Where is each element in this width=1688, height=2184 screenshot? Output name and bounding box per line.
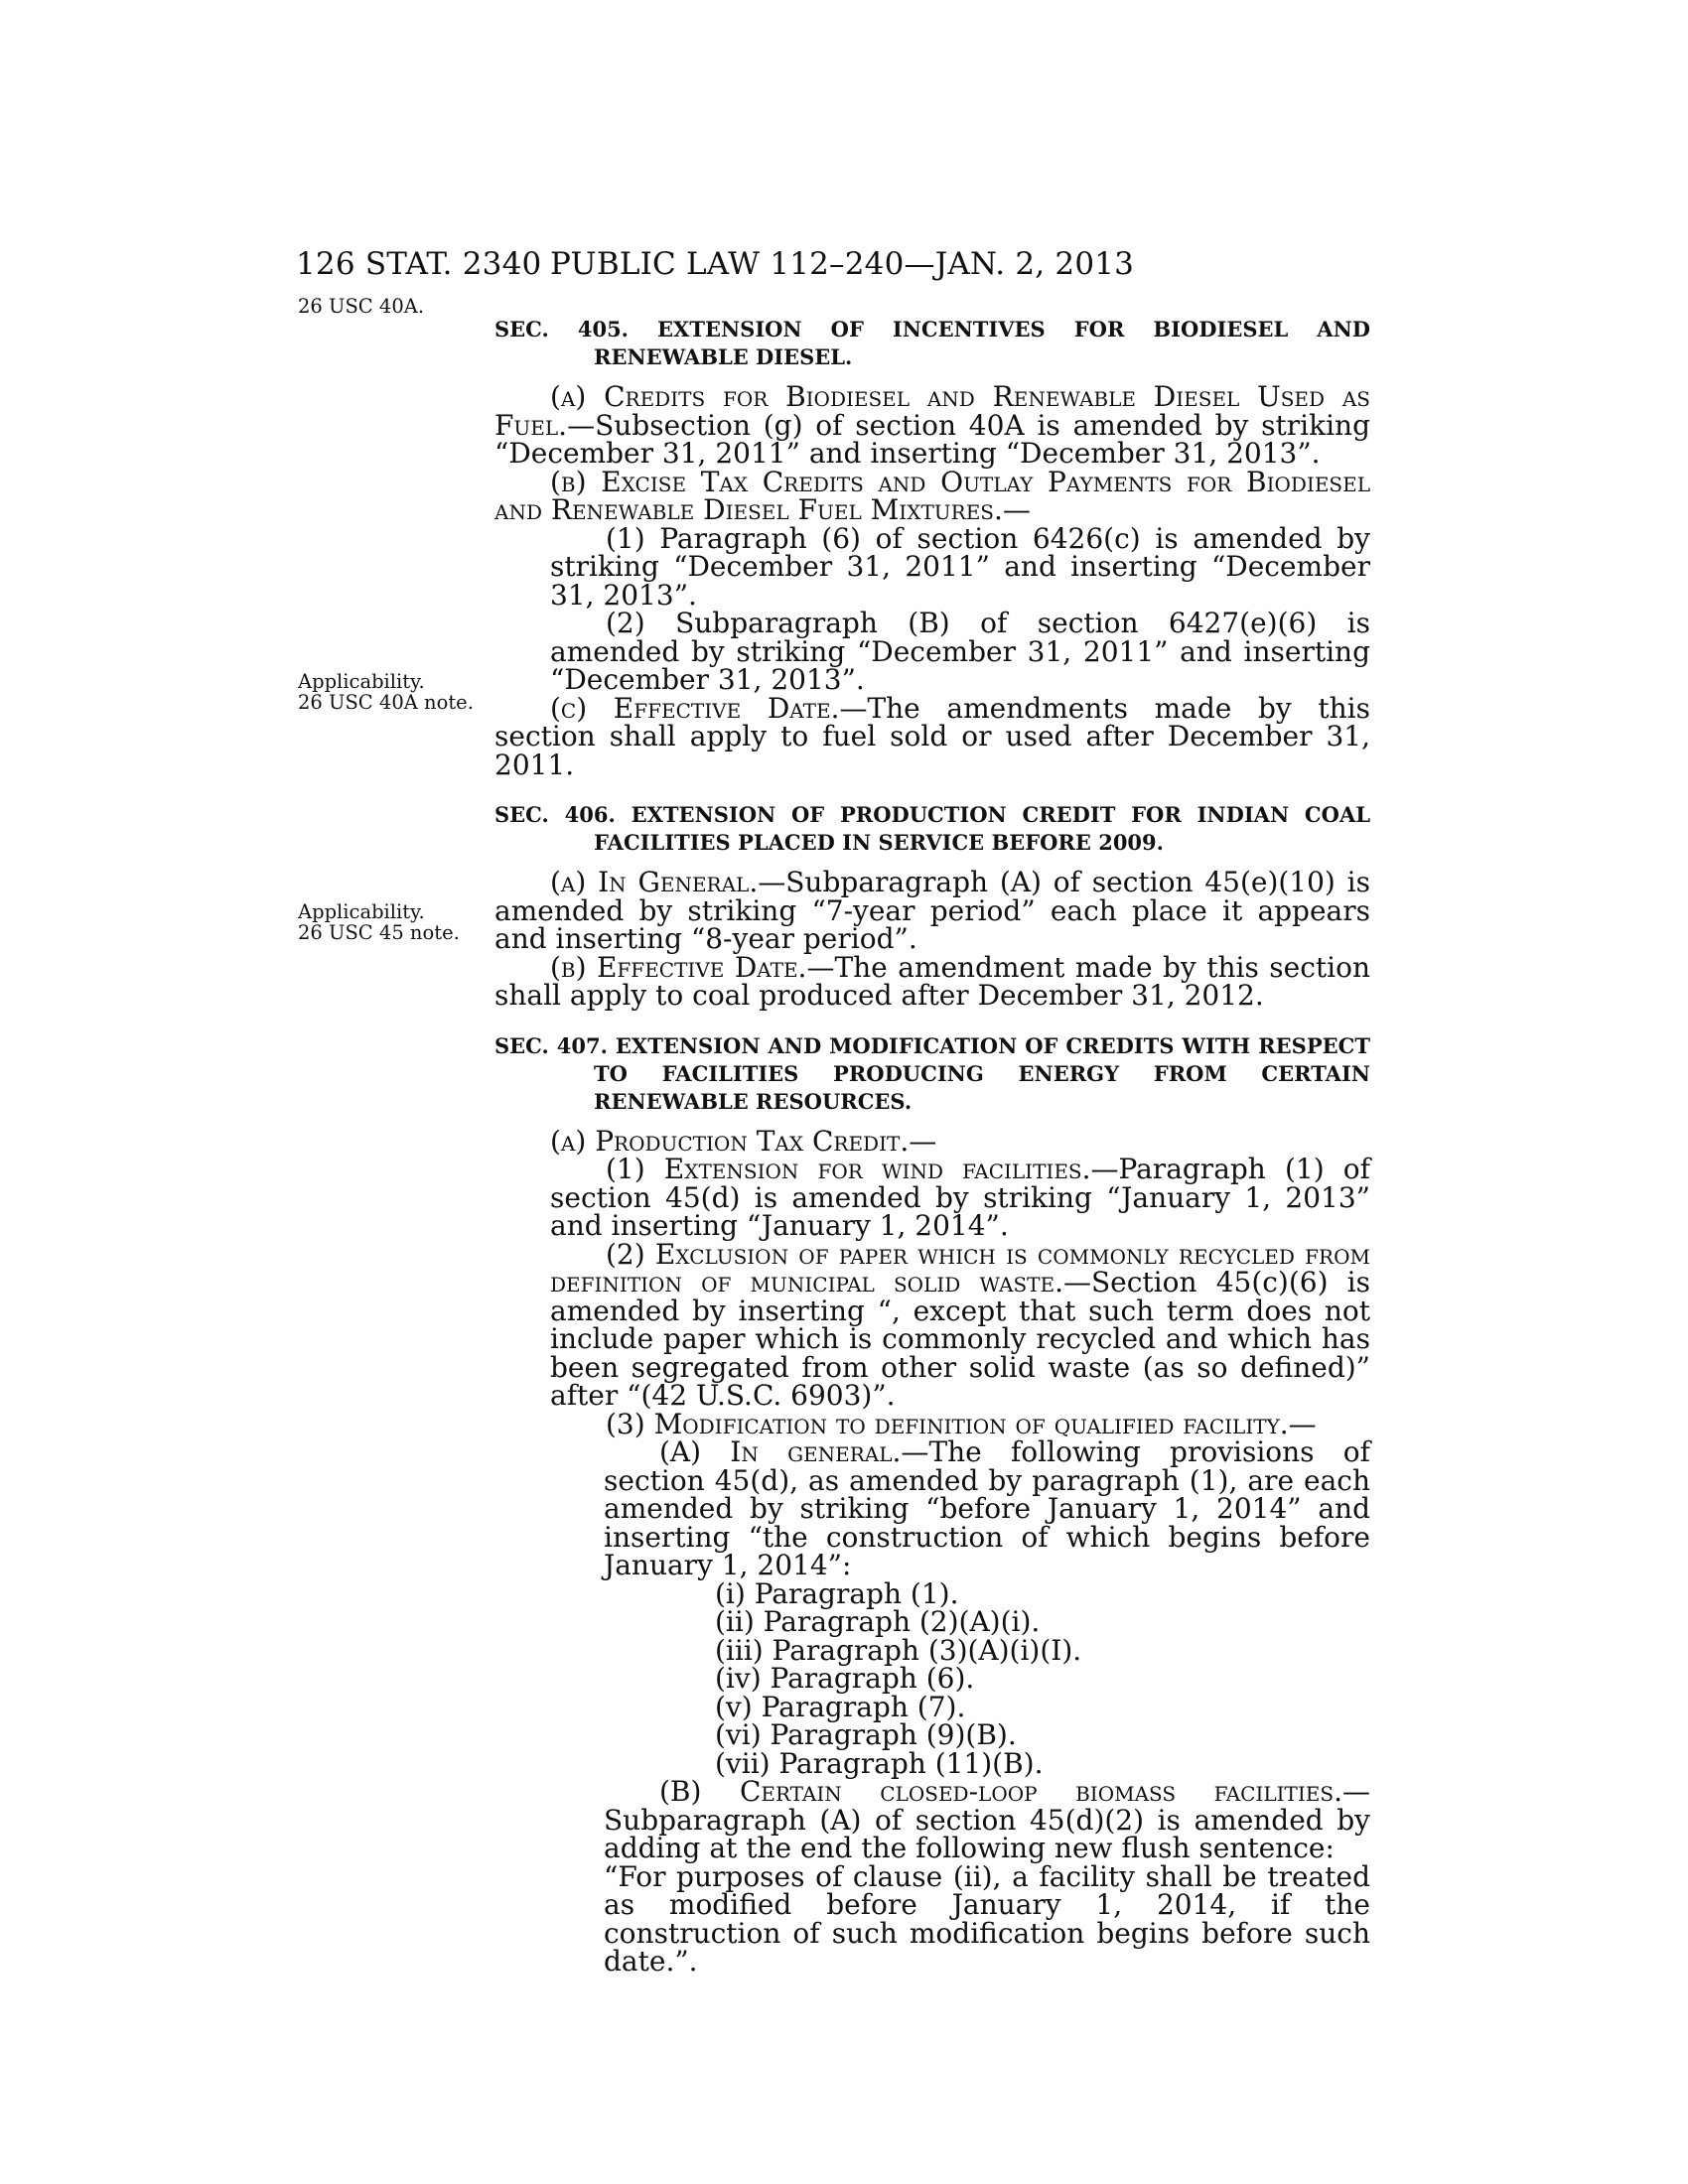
subsection-text: Subparagraph (A) of section 45(e)(10) is amended by striking “7-year period” each place it appears and inserting “8-year period”. bbox=[494, 866, 1370, 955]
margin-note-usc-45-note: 26 USC 45 note. bbox=[298, 921, 460, 944]
margin-note-applicability: Applicability. bbox=[298, 670, 425, 693]
margin-note-usc-40a-note: 26 USC 40A note. bbox=[298, 691, 474, 714]
subsection-heading: (c) Effective Date.— bbox=[550, 691, 868, 725]
clause-item: (v) Paragraph (7). bbox=[715, 1690, 966, 1723]
section-405-paragraph-2: (2) Subparagraph (B) of section 6427(e)(6) is amended by striking “December 31, 2011” and inserting “December 31, 2013”. bbox=[550, 607, 1370, 696]
subsection-text: The amendments made by this section shall apply to fuel sold or used after December 31, 2011. bbox=[494, 691, 1370, 781]
section-405-subsection-b bbox=[494, 465, 1370, 526]
subsection-heading: (a) In General.— bbox=[550, 866, 786, 898]
section-407-subparagraph-a bbox=[494, 1435, 1370, 1581]
public-law-title: PUBLIC LAW 112–240—JAN. 2, 2013 bbox=[550, 246, 1135, 282]
section-407-paragraph-3 bbox=[494, 1407, 1370, 1440]
section-407-subsection-a bbox=[494, 1124, 1370, 1158]
section-407-paragraph-1 bbox=[494, 1153, 1370, 1242]
subparagraph-heading: (A) In general.— bbox=[659, 1435, 929, 1468]
clause-item: (iii) Paragraph (3)(A)(i)(I). bbox=[715, 1633, 1082, 1667]
section-406-heading: SEC. 406. EXTENSION OF PRODUCTION CREDIT FOR INDIAN COAL FACILITIES PLACED IN SERVICE BEFORE 2009. bbox=[494, 802, 1370, 855]
subsection-heading: (a) Production Tax Credit.— bbox=[550, 1124, 937, 1158]
paragraph-text: Paragraph (1) of section 45(d) is amended by striking “January 1, 2013” and inserting “January 1, 2014”. bbox=[550, 1153, 1370, 1242]
clause-item: (ii) Paragraph (2)(A)(i). bbox=[715, 1605, 1041, 1638]
clause-item: (vii) Paragraph (11)(B). bbox=[715, 1746, 1044, 1780]
subsection-text: Subsection (g) of section 40A is amended by striking “December 31, 2011” and inserting “December 31, 2013”. bbox=[494, 408, 1370, 470]
subsection-heading: (a) Credits for Biodiesel and Renewable Diesel Used as Fuel.— bbox=[494, 380, 1370, 442]
section-407-paragraph-2 bbox=[494, 1237, 1370, 1412]
section-405-subsection-a bbox=[494, 380, 1370, 470]
clause-item: (i) Paragraph (1). bbox=[715, 1576, 959, 1610]
section-405-paragraph-1: (1) Paragraph (6) of section 6426(c) is amended by striking “December 31, 2011” and inserting “December 31, 2013”. bbox=[550, 521, 1370, 612]
paragraph-heading: (2) Exclusion of paper which is commonly recycled from definition of municipal solid waste.— bbox=[550, 1237, 1370, 1298]
subparagraph-heading: (B) Certain closed-loop biomass facilities.— bbox=[659, 1775, 1370, 1808]
flush-sentence-quote: “For purposes of clause (ii), a facility shall be treated as modified before January 1, 2014, if the construction of such modification begins before such date.”. bbox=[604, 1859, 1370, 1978]
paragraph-heading: (3) Modification to definition of qualified facility.— bbox=[606, 1407, 1317, 1440]
clause-item: (vi) Paragraph (9)(B). bbox=[715, 1718, 1017, 1751]
subsection-text: The amendment made by this section shall apply to coal produced after December 31, 2012. bbox=[494, 950, 1370, 1012]
clause-item: (iv) Paragraph (6). bbox=[715, 1662, 975, 1695]
section-406-subsection-a bbox=[494, 866, 1370, 955]
clause-list bbox=[494, 1576, 1370, 1780]
subsection-heading: (b) Excise Tax Credits and Outlay Payments for Biodiesel and Renewable Diesel Fuel Mixtures.— bbox=[494, 465, 1370, 526]
section-405-subsection-c bbox=[494, 691, 1370, 781]
subparagraph-text: The following provisions of section 45(d), as amended by paragraph (1), are each amended by striking “before January 1, 2014” and inserting “the construction of which begins before January 1, 2014”: bbox=[604, 1435, 1370, 1581]
margin-note-usc-40a: 26 USC 40A. bbox=[298, 295, 425, 318]
paragraph-text: Section 45(c)(6) is amended by inserting “, except that such term does not include paper which is commonly recycled and which has been segregated from other solid waste (as so defined)” after “(42 U.S.C. 6903)”. bbox=[550, 1266, 1370, 1412]
document-body bbox=[494, 316, 1370, 1977]
section-407-heading: SEC. 407. EXTENSION AND MODIFICATION OF CREDITS WITH RESPECT TO FACILITIES PRODUCING ENERGY FROM CERTAIN RENEWABLE RESOURCES. bbox=[494, 1032, 1370, 1114]
subsection-heading: (b) Effective Date.— bbox=[550, 950, 835, 984]
paragraph-heading: (1) Extension for wind facilities.— bbox=[606, 1153, 1119, 1185]
section-407-subparagraph-b bbox=[494, 1775, 1370, 1864]
statute-page-number: 126 STAT. 2340 bbox=[296, 246, 542, 282]
subparagraph-text: Subparagraph (A) of section 45(d)(2) is amended by adding at the end the following new flush sentence: bbox=[604, 1803, 1370, 1864]
section-405-heading: SEC. 405. EXTENSION OF INCENTIVES FOR BIODIESEL AND RENEWABLE DIESEL. bbox=[494, 317, 1370, 369]
section-406-subsection-b bbox=[494, 950, 1370, 1012]
margin-note-applicability: Applicability. bbox=[298, 900, 425, 923]
